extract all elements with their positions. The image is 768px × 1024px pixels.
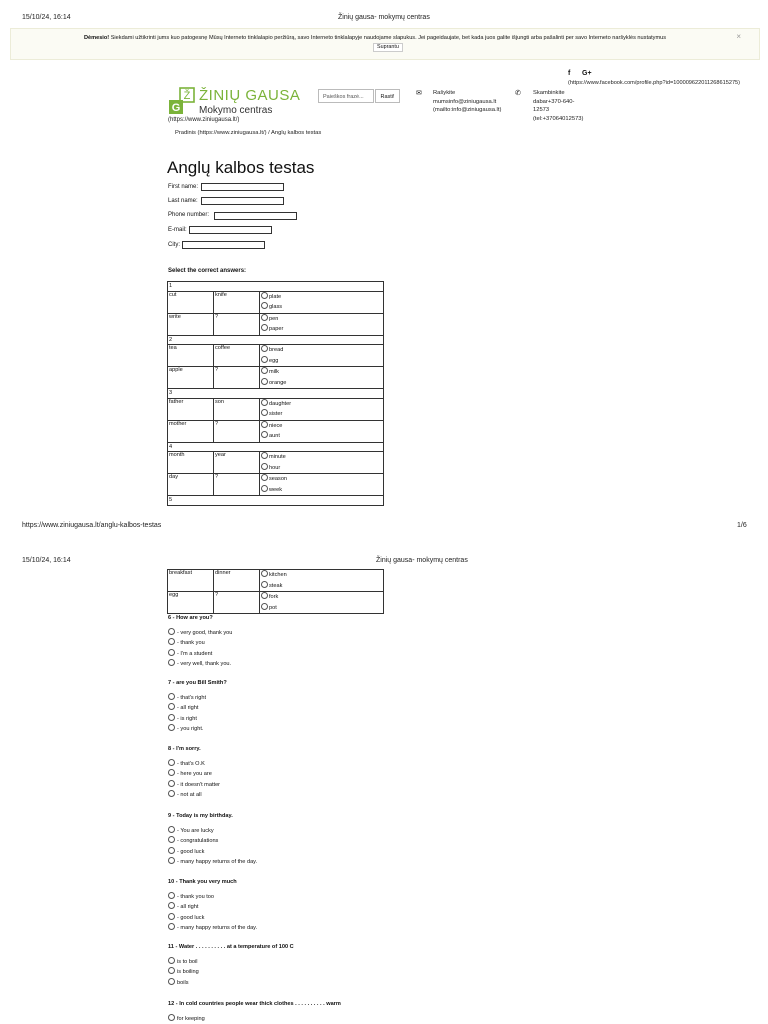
last-name-field[interactable] [201, 197, 284, 205]
option-label: - all right [177, 904, 199, 911]
radio-option[interactable] [261, 314, 382, 325]
radio-button[interactable] [168, 978, 175, 985]
phone-label: Phone number: [168, 212, 210, 218]
option-label: season [269, 476, 288, 483]
option-label: - I'm a student [177, 650, 213, 657]
radio-button[interactable] [168, 638, 175, 645]
cookie-message: Siekdami užtikrinti jums kuo patogesnę Mūsų Interneto tinklalapio peržiūrą, savo Interneto tinklalapyje naudojame slapukus. Jei pageidaujate, bet kada juos galite išjungti arba pašalinti per savo Interneto naršyklės nustatymus [109, 35, 667, 41]
option-label: minute [269, 454, 286, 461]
radio-option[interactable] [168, 1014, 205, 1024]
group-number: 2 [168, 335, 384, 345]
radio-button[interactable] [261, 570, 268, 577]
last-name-label: Last name: [168, 198, 198, 204]
contact-phone[interactable]: dabar+370-640- [533, 98, 575, 105]
radio-button[interactable] [168, 836, 175, 843]
cookie-bold: Dėmesio! [83, 35, 110, 41]
word-cell: knife [214, 291, 260, 313]
radio-button[interactable] [261, 431, 268, 438]
radio-button[interactable] [168, 790, 175, 797]
radio-button[interactable] [168, 826, 175, 833]
table-row [168, 313, 384, 335]
group-number: 3 [168, 389, 384, 399]
contact-call[interactable] [533, 89, 583, 123]
option-label: - that's O.K [177, 761, 205, 767]
question-heading: 6 - How are you? [168, 615, 213, 621]
option-label: - congratulations [177, 838, 219, 845]
radio-option[interactable] [261, 409, 382, 420]
radio-button[interactable] [168, 780, 175, 787]
print-datetime-2: 15/10/24, 16:14 [22, 557, 71, 564]
word-cell: breakfast [168, 570, 214, 592]
radio-option[interactable] [168, 790, 220, 800]
radio-button[interactable] [261, 292, 268, 299]
radio-option[interactable] [261, 581, 382, 592]
select-answers-label: Select the correct answers: [168, 268, 247, 274]
word-cell: month [168, 452, 214, 474]
word-cell: son [214, 398, 260, 420]
option-label: - you right. [177, 725, 204, 732]
radio-button[interactable] [168, 769, 175, 776]
contact-write[interactable] [433, 89, 501, 115]
option-label: - very well, thank you. [177, 660, 232, 667]
radio-option[interactable] [168, 857, 257, 867]
option-label: - thank you [177, 640, 205, 647]
radio-option[interactable] [168, 703, 206, 713]
option-label: - all right [177, 705, 199, 712]
option-label: pot [269, 604, 277, 611]
group-row [168, 389, 384, 399]
radio-button[interactable] [168, 892, 175, 899]
option-label: - very good, thank you [177, 630, 233, 636]
question-heading: 9 - Today is my birthday. [168, 813, 233, 819]
question-table-2 [167, 569, 384, 614]
option-label: fork [269, 594, 279, 600]
option-label: steak [269, 582, 283, 589]
radio-button[interactable] [261, 592, 268, 599]
radio-button[interactable] [168, 857, 175, 864]
logo-letter-z: Ž [183, 90, 191, 102]
option-label: - You are lucky [177, 828, 214, 834]
option-label: plate [269, 293, 282, 300]
radio-option[interactable] [261, 592, 382, 603]
answer-list [168, 693, 206, 734]
email-label: E-mail: [168, 227, 187, 233]
radio-option[interactable] [261, 399, 382, 410]
cookie-banner [10, 28, 760, 60]
print-datetime: 15/10/24, 16:14 [22, 14, 71, 21]
cookie-text [21, 34, 729, 42]
table-row [168, 452, 384, 474]
option-label: milk [269, 369, 279, 376]
word-cell: apple [168, 367, 214, 389]
email-field[interactable] [189, 226, 272, 234]
option-label: kitchen [269, 572, 287, 578]
table-row [168, 345, 384, 367]
radio-option[interactable] [261, 367, 382, 378]
radio-option[interactable] [168, 913, 257, 923]
radio-button[interactable] [168, 714, 175, 721]
city-label: City: [168, 242, 180, 248]
table-row [168, 592, 384, 614]
option-label: - good luck [177, 848, 205, 855]
group-row [168, 496, 384, 506]
radio-button[interactable] [168, 724, 175, 731]
radio-option[interactable] [168, 902, 257, 912]
radio-option[interactable] [168, 659, 232, 669]
radio-button[interactable] [261, 474, 268, 481]
word-cell: write [168, 313, 214, 335]
search-button[interactable]: Rasti! [375, 89, 400, 103]
logo-icon[interactable] [168, 87, 196, 115]
radio-button[interactable] [168, 902, 175, 909]
options-cell [260, 570, 384, 592]
group-number: 1 [168, 282, 384, 292]
radio-button[interactable] [168, 1014, 175, 1021]
table-row [168, 420, 384, 442]
option-label: week [269, 486, 283, 493]
options-cell [260, 367, 384, 389]
radio-button[interactable] [261, 485, 268, 492]
radio-button[interactable] [261, 463, 268, 470]
question-heading: 12 - In cold countries people wear thick clothes . . . . . . . . . . warm [168, 1001, 341, 1007]
radio-option[interactable] [261, 463, 382, 474]
option-label: is boiling [177, 969, 199, 976]
word-cell: ? [214, 474, 260, 496]
radio-button[interactable] [168, 913, 175, 920]
radio-button[interactable] [261, 378, 268, 385]
radio-button[interactable] [261, 399, 268, 406]
word-cell: father [168, 398, 214, 420]
print-page-title: Žinių gausa- mokymų centras [338, 14, 430, 21]
option-label: aunt [269, 433, 280, 440]
radio-option[interactable] [168, 724, 206, 734]
options-cell [260, 452, 384, 474]
radio-option[interactable] [168, 923, 257, 933]
radio-option[interactable] [168, 967, 199, 977]
option-label: pen [269, 315, 279, 322]
group-row [168, 335, 384, 345]
answer-list [168, 957, 199, 988]
table-row [168, 291, 384, 313]
radio-option[interactable] [261, 570, 382, 581]
print-page-title-2: Žinių gausa- mokymų centras [376, 557, 468, 564]
page-title: Anglų kalbos testas [167, 158, 315, 177]
google-plus-icon[interactable]: G+ [582, 70, 592, 77]
radio-button[interactable] [261, 603, 268, 610]
social-links[interactable]: (https://www.facebook.com/profile.php?id=100009622011268615275) [568, 80, 741, 86]
group-row [168, 282, 384, 292]
group-row [168, 442, 384, 452]
radio-button[interactable] [261, 314, 268, 321]
first-name-label: First name: [168, 184, 199, 190]
radio-option[interactable] [168, 826, 257, 836]
option-label: niece [269, 422, 283, 429]
word-cell: cut [168, 291, 214, 313]
option-label: - here you are [177, 771, 212, 778]
option-label: for keeping [177, 1016, 205, 1022]
radio-option[interactable] [261, 431, 382, 442]
footer-url: https://www.ziniugausa.lt/anglu-kalbos-testas [22, 522, 162, 529]
question-heading: 11 - Water . . . . . . . . . . at a temperature of 100 C [168, 944, 294, 950]
option-label: is to boil [177, 959, 198, 965]
breadcrumb[interactable]: Pradinis (https://www.ziniugausa.lt/) / Anglų kalbos testas [175, 130, 322, 136]
option-label: - many happy returns of the day. [177, 858, 258, 865]
table-row [168, 367, 384, 389]
word-cell: dinner [214, 570, 260, 592]
word-cell: tea [168, 345, 214, 367]
question-table [167, 281, 384, 506]
answer-list [168, 1014, 205, 1024]
radio-option[interactable] [261, 378, 382, 389]
table-row [168, 570, 384, 592]
close-icon[interactable]: × [736, 32, 741, 41]
word-cell: ? [214, 367, 260, 389]
option-label: paper [269, 326, 284, 333]
table-row [168, 474, 384, 496]
options-cell [260, 345, 384, 367]
option-label: - that's right [177, 695, 207, 701]
radio-button[interactable] [168, 957, 175, 964]
contact-mailto[interactable]: (mailto:info@ziniugausa.lt) [433, 107, 502, 114]
mail-icon: ✉ [416, 90, 422, 97]
answer-list [168, 759, 220, 800]
radio-option[interactable] [261, 474, 382, 485]
contact-email[interactable]: mumsinfo@ziniugausa.lt [433, 98, 497, 105]
option-label: - it doesn't matter [177, 781, 221, 788]
logo-title[interactable]: ŽINIŲ GAUSA [199, 87, 301, 104]
radio-button[interactable] [261, 302, 268, 309]
radio-option[interactable] [261, 603, 382, 614]
option-label: glass [269, 304, 283, 311]
option-label: hour [269, 464, 281, 471]
radio-button[interactable] [261, 324, 268, 331]
facebook-icon[interactable]: f [568, 70, 571, 77]
radio-option[interactable] [261, 345, 382, 356]
radio-option[interactable] [168, 847, 257, 857]
logo-letter-g: G [171, 102, 181, 114]
radio-option[interactable] [261, 485, 382, 496]
radio-button[interactable] [168, 847, 175, 854]
options-cell [260, 291, 384, 313]
option-label: - good luck [177, 914, 205, 921]
radio-button[interactable] [168, 967, 175, 974]
radio-option[interactable] [261, 421, 382, 432]
word-cell: egg [168, 592, 214, 614]
group-number: 5 [168, 496, 384, 506]
radio-button[interactable] [168, 923, 175, 930]
radio-button[interactable] [261, 409, 268, 416]
contact-phone-cont[interactable]: 12573 [533, 107, 550, 114]
option-label: daughter [269, 400, 292, 407]
radio-option[interactable] [168, 649, 232, 659]
radio-option[interactable] [261, 292, 382, 303]
question-heading: 8 - I'm sorry. [168, 746, 201, 752]
radio-option[interactable] [168, 836, 257, 846]
table-row [168, 398, 384, 420]
radio-option[interactable] [168, 759, 220, 769]
word-cell: ? [214, 592, 260, 614]
option-label: bread [269, 347, 284, 354]
logo-subtitle: Mokymo centras [199, 105, 273, 116]
radio-option[interactable] [168, 780, 220, 790]
radio-button[interactable] [261, 452, 268, 459]
answer-list [168, 826, 257, 867]
options-cell [260, 398, 384, 420]
radio-button[interactable] [168, 628, 175, 635]
radio-button[interactable] [261, 421, 268, 428]
word-cell: mother [168, 420, 214, 442]
options-cell [260, 592, 384, 614]
option-label: - thank you too [177, 894, 215, 900]
group-number: 4 [168, 442, 384, 452]
radio-option[interactable] [168, 638, 232, 648]
radio-option[interactable] [261, 302, 382, 313]
cookie-accept-button[interactable]: Suprantu [373, 43, 403, 52]
option-label: - many happy returns of the day. [177, 924, 258, 931]
radio-option[interactable] [168, 693, 206, 703]
phone-icon: ✆ [515, 90, 521, 97]
city-field[interactable] [182, 241, 265, 249]
option-label: orange [269, 379, 287, 386]
radio-option[interactable] [168, 628, 232, 638]
radio-option[interactable] [168, 978, 199, 988]
answer-list [168, 628, 232, 669]
option-label: - is right [177, 715, 197, 722]
option-label: - not at all [177, 791, 202, 798]
radio-button[interactable] [261, 356, 268, 363]
options-cell [260, 474, 384, 496]
contact-call-label: Skambinkite [533, 90, 565, 96]
radio-button[interactable] [168, 659, 175, 666]
phone-field[interactable] [214, 212, 297, 220]
word-cell: ? [214, 420, 260, 442]
word-cell: day [168, 474, 214, 496]
radio-button[interactable] [168, 759, 175, 766]
word-cell: year [214, 452, 260, 474]
radio-button[interactable] [261, 345, 268, 352]
option-label: egg [269, 357, 279, 364]
word-cell: ? [214, 313, 260, 335]
question-heading: 7 - are you Bill Smith? [168, 680, 227, 686]
radio-option[interactable] [168, 769, 220, 779]
answer-list [168, 892, 257, 933]
logo-url[interactable]: (https://www.ziniugausa.lt/) [168, 117, 240, 123]
question-heading: 10 - Thank you very much [168, 879, 237, 885]
options-cell [260, 313, 384, 335]
radio-button[interactable] [168, 703, 175, 710]
search-input[interactable]: Paieškos frazė... [318, 89, 374, 103]
radio-option[interactable] [261, 452, 382, 463]
radio-option[interactable] [261, 356, 382, 367]
radio-option[interactable] [168, 957, 199, 967]
radio-button[interactable] [168, 693, 175, 700]
radio-button[interactable] [261, 581, 268, 588]
word-cell: coffee [214, 345, 260, 367]
options-cell [260, 420, 384, 442]
option-label: boils [177, 979, 189, 986]
radio-button[interactable] [168, 649, 175, 656]
radio-option[interactable] [168, 892, 257, 902]
contact-write-label: Rašykite [433, 90, 456, 96]
option-label: sister [269, 411, 283, 418]
radio-button[interactable] [261, 367, 268, 374]
radio-option[interactable] [168, 714, 206, 724]
contact-tel[interactable]: (tel:+37064012573) [533, 115, 584, 122]
first-name-field[interactable] [201, 183, 284, 191]
radio-option[interactable] [261, 324, 382, 335]
footer-page-number: 1/6 [737, 522, 747, 529]
